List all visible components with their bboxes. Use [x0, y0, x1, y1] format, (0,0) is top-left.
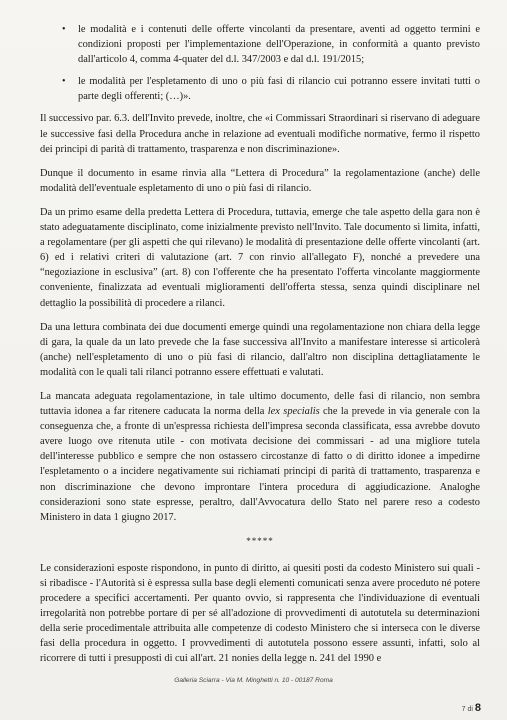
list-item: [40, 74, 480, 104]
paragraph-text: che la prevede in via generale con la conseguenza che, a fronte di un'espressa richiesta dell'impresa seconda classificata, essa avrebbe dovuto avere luogo ove ritenuta utile - con motivata decisione dei commissari - ad una migliore tutela dell'interesse pubblico e sempre che non ostassero circostanze di fatto o di diritto idonee a impedirne l'espletamento o a incidere negativamente sui richiamati principi di parità di trattamento, trasparenza e non discriminazione che devono improntare l'intera procedura di aggiudicazione. Analoghe considerazioni sono state espresse, peraltro, dall'Avvocatura dello Stato nel parere reso a codesto Ministero in data 1 giugno 2017.: [40, 406, 480, 523]
page-body: [40, 22, 480, 676]
page-number-current: 7 di: [461, 706, 475, 713]
page-number-total: 8: [474, 702, 481, 714]
paragraph-mancata-regolamentazione: [40, 389, 480, 525]
bullet-list: [40, 22, 480, 104]
footer-address: Galleria Sciarra - Via M. Minghetti n. 10 - 00187 Roma: [174, 677, 333, 684]
paragraph-primo-esame: Da un primo esame della predetta Lettera di Procedura, tuttavia, emerge che tale aspetto della gara non è stato adeguatamente disciplinato, come inizialmente previsto nell'Invito. Tale documento si limita, infatti, a regolamentare (per gli aspetti che qui rilevano) le modalità di presentazione delle offerte vincolanti (art. 6) ed i relativi criteri di valutazione (art. 7 con rinvio all'allegato F), nonché a prevedere una “negoziazione in esclusiva” (art. 8) con l'offerente che ha presentato l'offerta vincolante maggiormente conveniente, finalizzata ad eventuali miglioramenti dell'offerta stessa, senza quindi disciplinare nel dettaglio la possibilità di procedere a rilanci.: [40, 206, 480, 309]
paragraph-rinvio-lettera: Dunque il documento in esame rinvia alla “Lettera di Procedura” la regolamentazione (anche) delle modalità dell'eventuale espletamento di uno o più fasi di rilancio.: [40, 167, 480, 194]
paragraph-text: La mancata adeguata regolamentazione, in tale ultimo documento, delle fasi di rilancio, non sembra tuttavia idonea a far ritenere caducata la norma della: [40, 390, 480, 418]
list-item: [40, 22, 480, 67]
list-item-text: le modalità per l'espletamento di uno o più fasi di rilancio cui potranno essere invitati tutti o parte degli offerenti; (…)».: [78, 76, 480, 103]
section-separator: *****: [246, 535, 274, 546]
page-number: [462, 702, 481, 714]
paragraph-lettura-combinata: Da una lettura combinata dei due documenti emerge quindi una regolamentazione non chiara della legge di gara, la quale da un lato prevede che la fase successiva all'Invito a manifestare interesse si articolerà (anche) nell'espletamento di uno o più fasi di rilancio, dall'altro non disciplina dettagliatamente le modalità con le quali tali rilanci potranno essere effettuati e valutati.: [40, 321, 480, 378]
bullet-icon: •: [62, 24, 66, 35]
list-item-text: le modalità e i contenuti delle offerte vincolanti da presentare, aventi ad oggetto termini e condizioni proposti per l'implementazione dell'Operazione, in conformità a quanto previsto dall'articolo 4, comma 4-quater del d.l. 347/2003 e dal d.l. 191/2015;: [78, 24, 480, 66]
bullet-icon: •: [62, 76, 66, 88]
paragraph-considerazioni: Le considerazioni esposte rispondono, in punto di diritto, ai quesiti posti da codesto Ministero sui quali - si ribadisce - l'Autorità si è espressa sulla base degli elementi comunicati senza avere proceduto né potere procedere a specifici accertamenti. Per quanto ovvio, si rappresenta che l'individuazione di eventuali irregolarità non potrebbe portare di per sé all'adozione di provvedimenti di autotutela su determinazioni della serie procedimentale attribuita alle competenze di codesto Ministero che si interseca con le diverse fasi della procedura in oggetto. I provvedimenti di autotutela possono essere assunti, infatti, solo al ricorrere di tutti i presupposti di cui all'art. 21 nonies della legge n. 241 del 1990 e: [40, 562, 480, 665]
italic-term: lex specialis: [267, 406, 320, 418]
paragraph-invito-6-3: Il successivo par. 6.3. dell'Invito prevede, inoltre, che «i Commissari Straordinari si riservano di adeguare le successive fasi della Procedura anche in relazione ad eventuali modifiche normative, fermo il rispetto dei principi di parità di trattamento, trasparenza e non discriminazione».: [40, 113, 480, 155]
